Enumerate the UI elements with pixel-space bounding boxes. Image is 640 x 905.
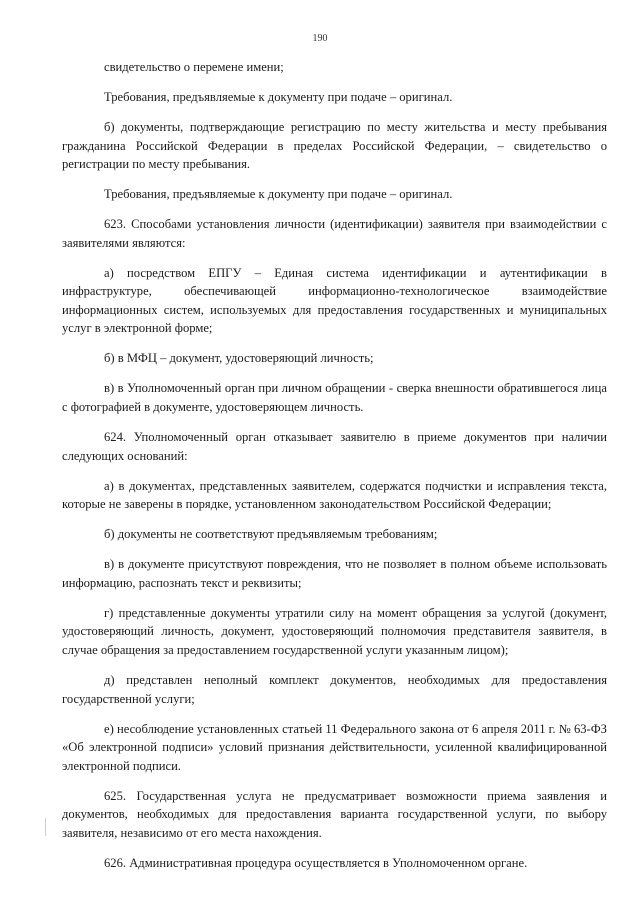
paragraph-624-v: в) в документе присутствуют повреждения, что не позволяет в полном объеме использовать информацию, распознать текст и реквизиты; (62, 557, 607, 590)
paragraph-624-b: б) документы не соответствуют предъявляемым требованиям; (104, 527, 438, 542)
paragraph-623-a: а) посредством ЕПГУ – Единая система идентификации и аутентификации в инфраструктуре, обеспечивающей информационно-технологическое взаимодействие информационных систем, используемых для предоставления государственных и муниципальных услуг в электронной форме; (62, 265, 607, 336)
paragraph-item-626: 626. Административная процедура осуществляется в Уполномоченном органе. (104, 855, 528, 870)
paragraph-624-a: а) в документах, представленных заявителем, содержатся подчистки и исправления текста, которые не заверены в порядке, установленном законодательством Российской Федерации; (62, 478, 607, 512)
page-number: 190 (312, 33, 328, 44)
paragraph-registration-documents: б) документы, подтверждающие регистрацию по месту жительства и месту пребывания гражданина Российской Федерации в пределах Российской Федерации, – свидетельство о регистрации по месту пребывания. (62, 119, 607, 172)
paragraph-624-e: е) несоблюдение установленных статьей 11 Федерального закона от 6 апреля 2011 г. № 63-ФЗ «Об электронной подписи» условий признания действительности, усиленной квалифицированной электронной подписи. (62, 721, 607, 773)
paragraph-623-b: б) в МФЦ – документ, удостоверяющий личность; (104, 351, 374, 366)
paragraph-623-v: в) в Уполномоченный орган при личном обращении - сверка внешности обратившегося лица с фотографией в документе, удостоверяющем личность. (62, 381, 607, 415)
scan-margin-mark (45, 818, 46, 836)
document-body (62, 58, 607, 884)
paragraph-name-change-certificate: свидетельство о перемене имени; (104, 60, 284, 74)
paragraph-requirements-original: Требования, предъявляемые к документу при подаче – оригинал. (104, 187, 453, 202)
paragraph-624-d: д) представлен неполный комплект документов, необходимых для предоставления государственной услуги; (62, 672, 607, 706)
paragraph-item-624: 624. Уполномоченный орган отказывает заявителю в приеме документов при наличии следующих оснований: (62, 430, 607, 463)
paragraph-item-625: 625. Государственная услуга не предусматривает возможности приема заявления и документов, необходимых для предоставления варианта государственной услуги, по выбору заявителя, независимо от его места нахождения. (62, 788, 607, 840)
paragraph-item-623: 623. Способами установления личности (идентификации) заявителя при взаимодействии с заявителями являются: (62, 217, 607, 250)
paragraph-624-g: г) представленные документы утратили силу на момент обращения за услугой (документ, удостоверяющий личность, документ, удостоверяющий полномочия представителя заявителя, в случае обращения за предоставлением государственной услуги указанным лицом); (62, 605, 607, 657)
paragraph-requirements-original: Требования, предъявляемые к документу при подаче – оригинал. (104, 89, 453, 104)
